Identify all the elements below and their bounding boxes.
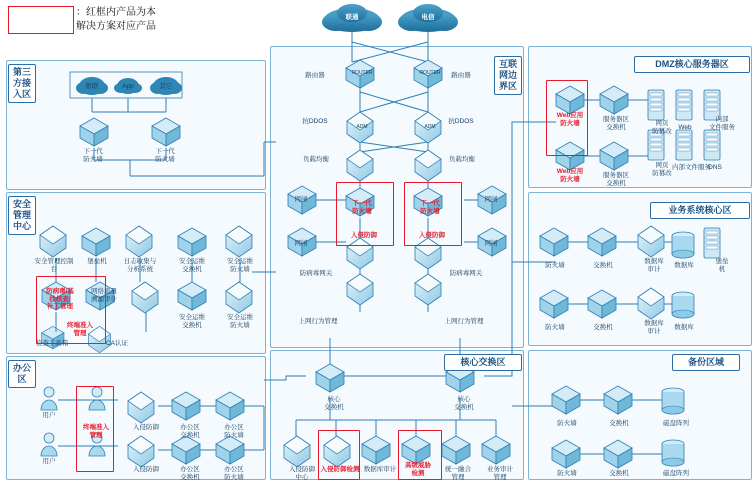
label-av-gw-left: 防病毒网关 (299, 270, 333, 277)
label-ca: CA认证 (105, 340, 129, 347)
label-router-right: 路由器 (451, 72, 471, 79)
label-secops-switch-2: 安全运维 交换机 (179, 314, 205, 329)
label-db-2: 数据库 (674, 324, 694, 331)
cloud-label-telecom: 电信 (421, 14, 435, 21)
label-office-switch-1: 办公区 交换机 (180, 424, 200, 439)
label-adm-left: ADM (356, 124, 368, 130)
label-av-baseline-patch: 防病毒/基 线核查/ 补丁管理 (46, 288, 74, 310)
label-net-audit: 网络流量 溯源审计 (91, 288, 117, 303)
red-box-apt-detect (398, 430, 442, 480)
label-backup-switch-1: 交换机 (609, 420, 629, 427)
label-secops-fw-1: 安全运维 防火墙 (227, 258, 253, 273)
label-bastion-biz: 堡垒 机 (715, 258, 729, 273)
label-log-system: 日志收集与 分析系统 (123, 258, 157, 273)
label-behavior-right: 上网行为管理 (444, 318, 484, 325)
label-ips-left: 入侵防御 (351, 232, 377, 239)
label-db-audit-1: 数据库 审计 (644, 258, 664, 273)
label-user-1: 用户 (42, 412, 56, 419)
label-gap-left-2: 网闸 (294, 240, 308, 247)
label-ips-right: 入侵防御 (419, 232, 445, 239)
label-backup-fw-1: 防火墙 (557, 420, 577, 427)
business-icons (540, 226, 720, 319)
label-ngfw-right: 下一代 防火墙 (420, 200, 440, 215)
label-antiddos-right: 抗DDOS (448, 118, 474, 125)
label-db-audit-core: 数据库审计 (363, 466, 397, 473)
zone-title-core-switch: 核心交换区 (444, 354, 522, 371)
label-user-2: 用户 (42, 458, 56, 465)
label-db-1: 数据库 (674, 262, 694, 269)
label-ngfw-tp-1: 下一代 防火墙 (83, 148, 103, 163)
label-waf-1: Web应用 防火墙 (556, 112, 584, 127)
label-web: Web (678, 124, 692, 131)
cloud-label-unicom: 联通 (345, 14, 359, 21)
zone-title-third-party: 第三方接入区 (8, 64, 36, 103)
label-apt-detection: 高级威胁 检测 (405, 462, 431, 477)
label-router-icon-right: ROUTER (419, 70, 441, 76)
label-router-left: 路由器 (305, 72, 325, 79)
label-ngfw-tp-2: 下一代 防火墙 (155, 148, 175, 163)
label-disk-array-1: 磁盘阵列 (663, 420, 689, 427)
label-other: 其它 (159, 83, 173, 90)
zone-title-internet-border: 互联网边界区 (494, 56, 522, 95)
label-terminal-admission-sec: 终端准入 管理 (67, 322, 93, 337)
label-gap-right-2: 网闸 (484, 240, 498, 247)
label-lb-left: 负载均衡 (303, 156, 329, 163)
zone-title-office: 办公区 (8, 360, 36, 388)
label-gap-left: 网闸 (294, 196, 308, 203)
internet-border-icons (288, 60, 506, 305)
label-bastion: 堡垒机 (87, 258, 107, 265)
label-backup-fw-2: 防火墙 (557, 470, 577, 477)
label-sec-console: 安全管理控制台 (34, 258, 74, 273)
label-biz-fw-1: 防火墙 (545, 262, 565, 269)
label-lb-right: 负载均衡 (449, 156, 475, 163)
label-internal-file: 内部 文件服务 (709, 116, 735, 131)
label-ips-office-2: 入侵防御 (133, 466, 159, 473)
label-biz-audit: 业务审计 管理 (487, 466, 513, 481)
label-terminal-admission-office: 终端准入 管理 (83, 424, 109, 439)
red-box-ngfw-right (404, 182, 462, 246)
label-biz-switch-1: 交换机 (593, 262, 613, 269)
label-core-switch-1: 核心 交换机 (324, 396, 344, 411)
label-backup-switch-2: 交换机 (609, 470, 629, 477)
legend-line-2: 解决方案对应产品 (76, 21, 156, 32)
zone-title-dmz: DMZ核心服务器区 (634, 56, 750, 73)
label-secops-fw-2: 安全运维 防火墙 (227, 314, 253, 329)
label-adm-right: ADM (424, 124, 436, 130)
label-office-fw-1: 办公区 防火墙 (224, 424, 244, 439)
label-web-tamper-1: 网页 防篡改 (652, 120, 672, 135)
red-box-av-patch (36, 276, 106, 344)
label-ngfw-left: 下一代 防火墙 (352, 200, 372, 215)
red-box-ips-detect (318, 430, 360, 480)
label-antiddos-left: 抗DDOS (302, 118, 328, 125)
label-secops-switch-1: 安全运维 交换机 (179, 258, 205, 273)
label-web-tamper-2: 网页 防篡改 (652, 162, 672, 177)
label-biz-switch-2: 交换机 (593, 324, 613, 331)
label-office-fw-2: 办公区 防火墙 (224, 466, 244, 481)
label-waf-2: Web应用 防火墙 (556, 168, 584, 183)
label-av-gw-right: 防病毒网关 (449, 270, 483, 277)
label-router-icon-left: ROUTER (351, 70, 373, 76)
label-core-switch-2: 核心 交换机 (454, 396, 474, 411)
label-dmz-switch-2: 服务器区 交换机 (603, 172, 629, 187)
label-unified-mgmt: 统一融合 管理 (445, 466, 471, 481)
label-ips-detection: 入侵防御检测 (320, 466, 360, 473)
label-ips-center: 入侵防御 中心 (289, 466, 315, 481)
legend-line-1: ：红框内产品为本 (76, 7, 156, 18)
label-ips-office-1: 入侵防御 (133, 424, 159, 431)
label-behavior-left: 上网行为管理 (298, 318, 338, 325)
label-biz-fw-2: 防火墙 (545, 324, 565, 331)
red-box-ngfw-left (336, 182, 394, 246)
zone-title-backup: 备份区域 (672, 354, 740, 371)
label-disk-array-2: 磁盘阵列 (663, 470, 689, 477)
label-unionpay: 银联 (85, 83, 99, 90)
zone-title-security-center: 安全管理中心 (8, 196, 36, 235)
red-box-waf (546, 80, 588, 156)
label-app: App (122, 83, 134, 90)
label-toolbox: 检查工具箱 (35, 340, 69, 347)
label-db-audit-2: 数据库 审计 (644, 320, 664, 335)
label-mail: 内部文件服务 (672, 164, 711, 171)
label-dns: DNS (708, 164, 722, 171)
label-gap-right: 网闸 (484, 196, 498, 203)
red-box-terminal-admission (76, 386, 114, 472)
zone-title-business: 业务系统核心区 (650, 202, 750, 219)
label-dmz-switch-1: 服务器区 交换机 (603, 116, 629, 131)
label-office-switch-2: 办公区 交换机 (180, 466, 200, 481)
